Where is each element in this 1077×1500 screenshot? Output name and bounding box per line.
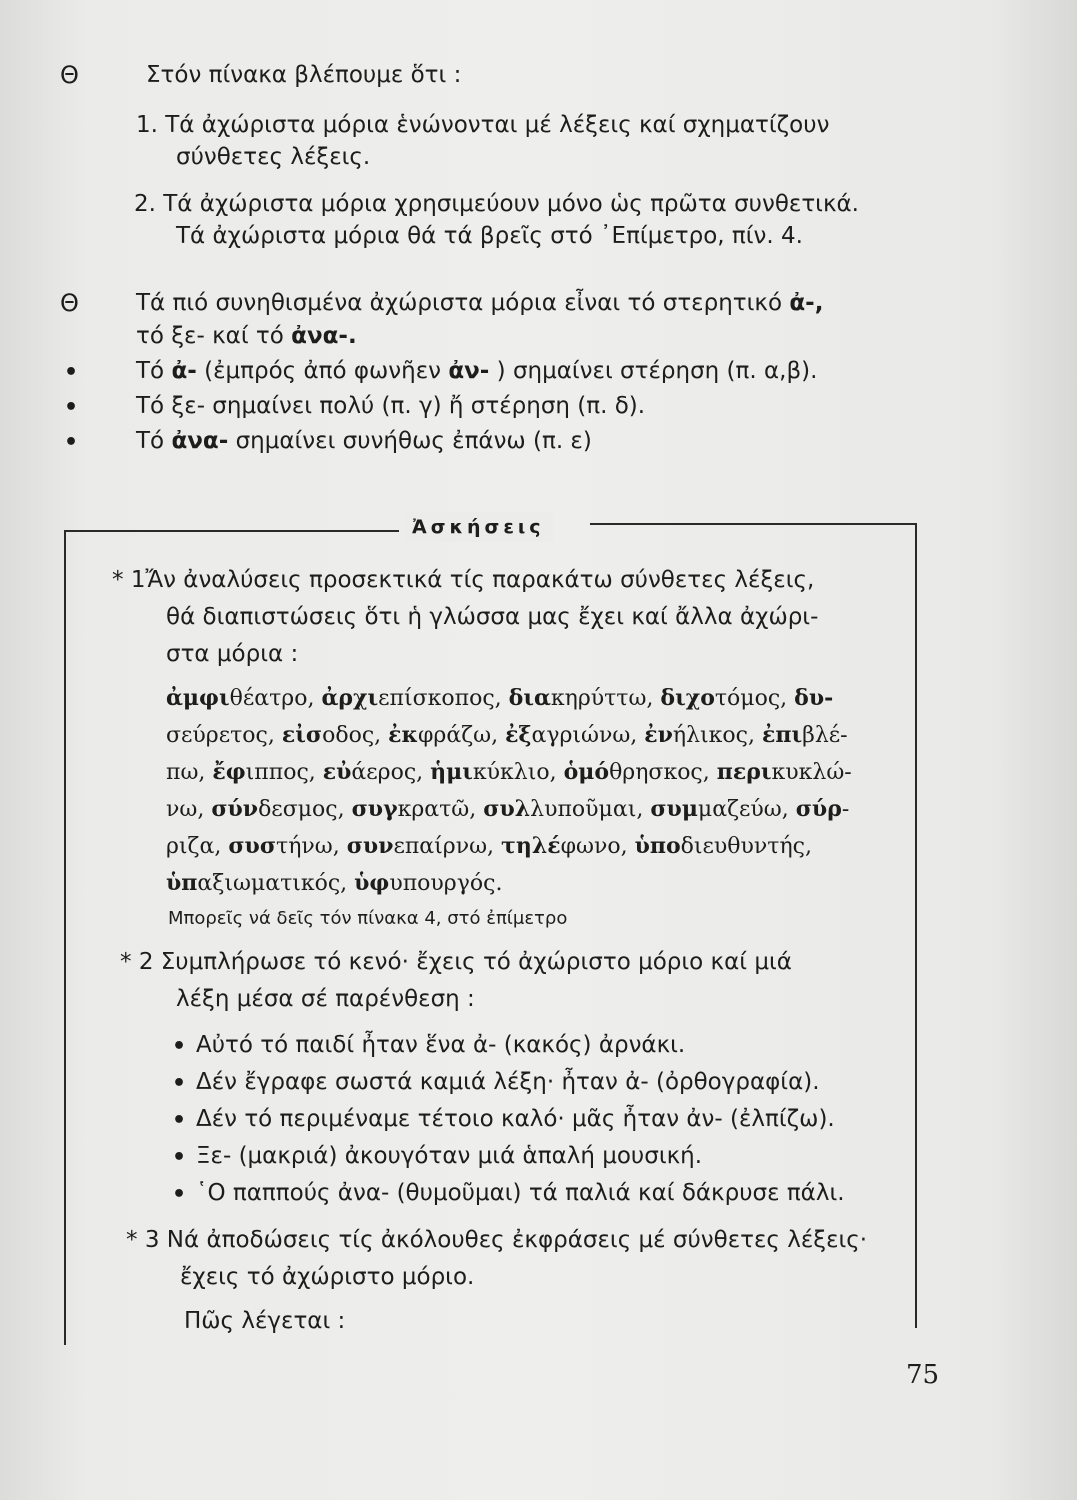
ex3-num: 3: [144, 1227, 160, 1253]
word-rest: θρησκος,: [609, 760, 717, 785]
word-rest: πω,: [166, 760, 213, 785]
ex1-line3: στα μόρια :: [166, 641, 299, 667]
ex3-line2: ἔχεις τό ἀχώριστο μόριο.: [180, 1264, 475, 1290]
word-prefix-bold: ἐπι: [761, 722, 803, 748]
word-prefix-bold: ἀρχι: [321, 685, 379, 711]
section2-line2-text: τό ξε- καί τό: [136, 323, 284, 349]
word-rest: ριζα,: [166, 834, 229, 859]
section2-line2: [136, 321, 357, 351]
section2-bullet-1: •: [64, 360, 79, 385]
section2-bullet-2: •: [64, 395, 79, 420]
word-prefix-bold: ἐξ: [505, 722, 532, 748]
word-rest: μαζεύω,: [697, 797, 796, 822]
section2-line1: [136, 288, 823, 318]
b1-c: ) σημαίνει στέρηση (π. α,β).: [496, 358, 818, 384]
ex2-item-4: Ξε- (μακριά) ἀκουγόταν μιά ἁπαλή μουσική.: [196, 1143, 703, 1169]
section2-bullet-2-text: Τό ξε- σημαίνει πολύ (π. γ) ἤ στέρηση (π. δ).: [136, 393, 646, 419]
ex1-word-line: [166, 683, 833, 714]
ex2-item-1: Αὐτό τό παιδί ἦταν ἕνα ἀ- (κακός) ἀρνάκι.: [196, 1032, 686, 1058]
ex1-note: Μπορεῖς νά δεῖς τόν πίνακα 4, στό ἐπίμετρο: [168, 908, 568, 929]
word-prefix-bold: ὁμό: [563, 759, 610, 785]
b1-bold2: ἀν-: [448, 358, 490, 384]
word-prefix-bold: διχο: [660, 685, 715, 711]
word-rest: τήνω,: [276, 834, 347, 859]
theta-marker-1: Θ: [60, 61, 79, 89]
ex3-line3: Πῶς λέγεται :: [184, 1308, 346, 1334]
word-rest: διευθυντής,: [680, 834, 812, 859]
word-prefix-bold: ὑπ: [166, 870, 198, 896]
ex2-line2: λέξη μέσα σέ παρένθεση :: [176, 986, 475, 1012]
section2-line2-bold: ἀνα-.: [291, 323, 357, 349]
b3-a: Τό: [136, 428, 165, 454]
ex2-item-3: Δέν τό περιμέναμε τέτοιο καλό· μᾶς ἦταν ἀν- (ἐλπίζω).: [196, 1106, 835, 1132]
word-rest: τόμος,: [714, 686, 795, 711]
section1-point1-line1: 1. Τά ἀχώριστα μόρια ἑνώνονται μέ λέξεις καί σχηματίζουν: [136, 112, 830, 138]
word-prefix-bold: δυ-: [794, 685, 834, 711]
word-prefix-bold: σύν: [211, 796, 259, 822]
word-prefix-bold: εὐ: [322, 759, 352, 785]
ex1-line2: θά διαπιστώσεις ὅτι ἡ γλώσσα μας ἔχει καί ἄλλα ἀχώρι-: [166, 604, 819, 630]
ex1-word-line: [166, 794, 849, 825]
frame-top-right: [590, 523, 917, 525]
ex2-line1: [120, 947, 792, 977]
word-prefix-bold: τηλέ: [501, 833, 561, 859]
ex2-bullet-3: •: [172, 1108, 187, 1133]
word-rest: επαίρνω,: [393, 834, 502, 859]
word-prefix-bold: ὑφ: [354, 870, 390, 896]
word-rest: κρατῶ,: [397, 797, 484, 822]
frame-right: [915, 523, 917, 1328]
exercises-heading: Ἀσκήσεις: [404, 512, 553, 542]
page-number: 75: [906, 1360, 940, 1390]
ex1-word-line: [166, 720, 848, 751]
ex3-line1: [126, 1225, 867, 1255]
word-prefix-bold: ὑπο: [634, 833, 681, 859]
theta-marker-2: Θ: [60, 289, 79, 317]
frame-top-left: [64, 530, 399, 532]
word-prefix-bold: ἔφ: [212, 759, 246, 785]
word-rest: δεσμος,: [258, 797, 352, 822]
word-rest: αγριώνω,: [531, 723, 645, 748]
word-prefix-bold: συσ: [228, 833, 277, 859]
word-rest: βλέ-: [802, 723, 848, 748]
b3-bold: ἀνα-: [171, 428, 229, 454]
section1-point1-line2: σύνθετες λέξεις.: [176, 144, 371, 170]
word-prefix-bold: σύρ: [795, 796, 842, 822]
frame-left: [64, 530, 66, 1345]
ex3-line1-text: Νά ἀποδώσεις τίς ἀκόλουθες ἐκφράσεις μέ σύνθετες λέξεις·: [166, 1227, 868, 1253]
ex1-line1: [112, 565, 814, 595]
word-prefix-bold: ἡμι: [430, 759, 473, 785]
ex3-star: *: [126, 1227, 138, 1253]
word-rest: ήλικος,: [672, 723, 762, 748]
word-rest: θέατρο,: [229, 686, 322, 711]
word-rest: άερος,: [351, 760, 431, 785]
b3-b: σημαίνει συνήθως ἐπάνω (π. ε): [235, 428, 592, 454]
section2-bullet-3-text: [136, 426, 592, 456]
word-rest: κυκλώ-: [771, 760, 852, 785]
word-rest: κηρύττω,: [550, 686, 661, 711]
ex2-star: *: [120, 949, 132, 975]
word-prefix-bold: δια: [508, 685, 551, 711]
word-prefix-bold: ἐν: [644, 722, 673, 748]
ex1-line1-text: Ἄν ἀναλύσεις προσεκτικά τίς παρακάτω σύνθετες λέξεις,: [145, 567, 815, 593]
word-rest: υπουργός.: [389, 871, 503, 896]
word-prefix-bold: συλ: [483, 796, 531, 822]
word-prefix-bold: εἰσ: [281, 722, 323, 748]
word-rest: οδος,: [322, 723, 389, 748]
ex1-word-line: [166, 868, 502, 899]
section2-bullet-3: •: [64, 430, 79, 455]
ex1-star: *: [112, 567, 124, 593]
section1-point2-line1: 2. Τά ἀχώριστα μόρια χρησιμεύουν μόνο ὡς πρῶτα συνθετικά.: [134, 191, 859, 217]
ex2-item-2: Δέν ἔγραφε σωστά καμιά λέξη· ἦταν ἀ- (ὀρθογραφία).: [196, 1069, 820, 1095]
word-prefix-bold: περι: [716, 759, 772, 785]
word-prefix-bold: ἀμφι: [166, 685, 230, 711]
word-rest: φράζω,: [418, 723, 506, 748]
section1-intro: Στόν πίνακα βλέπουμε ὅτι :: [146, 62, 462, 88]
ex2-bullet-1: •: [172, 1034, 187, 1059]
word-prefix-bold: ἐκ: [388, 722, 419, 748]
ex2-bullet-5: •: [172, 1182, 187, 1207]
b1-bold1: ἀ-: [171, 358, 197, 384]
ex2-bullet-2: •: [172, 1071, 187, 1096]
word-prefix-bold: συν: [346, 833, 394, 859]
word-prefix-bold: συγ: [351, 796, 398, 822]
b1-a: Τό: [136, 358, 165, 384]
word-rest: κύκλιο,: [472, 760, 564, 785]
section1-point2-line2: Τά ἀχώριστα μόρια θά τά βρεῖς στό ᾿Επίμετρο, πίν. 4.: [176, 223, 803, 249]
word-rest: λυποῦμαι,: [530, 797, 651, 822]
b1-b: (ἐμπρός ἀπό φωνῆεν: [204, 358, 442, 384]
ex1-word-line: [166, 831, 812, 862]
ex2-line1-text: Συμπλήρωσε τό κενό· ἔχεις τό ἀχώριστο μόριο καί μιά: [160, 949, 792, 975]
word-rest: σεύρετος,: [166, 723, 282, 748]
word-rest: ιππος,: [245, 760, 323, 785]
section2-bullet-1-text: [136, 356, 817, 386]
section2-line1-text: Τά πιό συνηθισμένα ἀχώριστα μόρια εἶναι τό στερητικό: [136, 290, 783, 316]
word-rest: επίσκοπος,: [378, 686, 509, 711]
word-prefix-bold: συμ: [650, 796, 698, 822]
word-rest: φωνο,: [560, 834, 635, 859]
section2-line1-bold: ἀ-,: [789, 290, 824, 316]
ex1-num: 1: [130, 567, 146, 593]
word-rest: -: [841, 797, 850, 822]
word-rest: νω,: [166, 797, 212, 822]
ex2-item-5: ῾Ο παππούς ἀνα- (θυμοῦμαι) τά παλιά καί δάκρυσε πάλι.: [196, 1180, 845, 1206]
ex2-bullet-4: •: [172, 1145, 187, 1170]
word-rest: αξιωματικός,: [197, 871, 355, 896]
bleed-through-texture: [560, 60, 566, 84]
ex2-num: 2: [138, 949, 154, 975]
ex1-word-line: [166, 757, 852, 788]
